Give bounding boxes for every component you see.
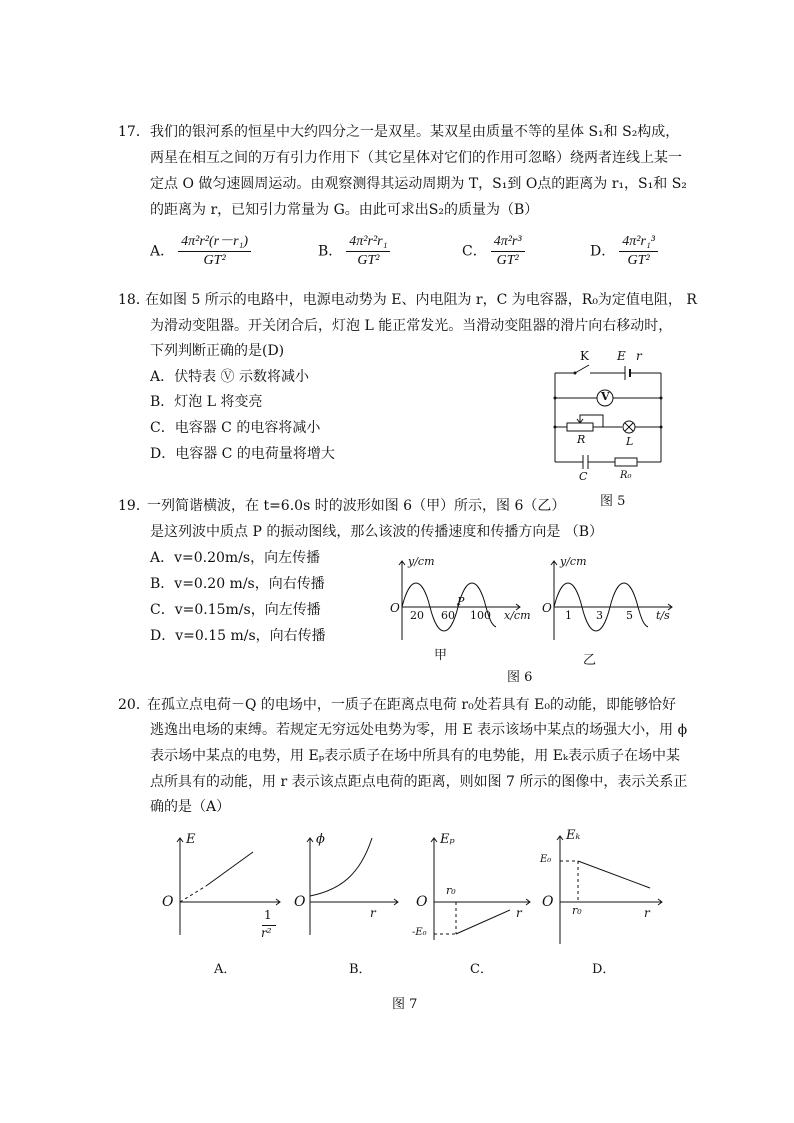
figure-caption: 甲 [434,648,448,663]
axis-label-y: y/cm [408,555,435,568]
fraction-denominator: GT² [203,253,226,268]
graph-caption: D． [592,962,616,977]
emf-label: E [617,349,626,363]
option-a [150,233,251,270]
option-c [462,233,525,270]
fraction-numerator: 4π²r₁³ [619,233,658,252]
axis-label-x-numerator: 1 [264,908,272,922]
question-number: 18． [118,292,150,308]
tick-label: 60 [441,609,455,622]
tick-label: 20 [410,609,424,622]
point-p-label: P [457,595,465,608]
option-b: B．灯泡 L 将变亮 [150,394,263,410]
switch-label: K [580,349,589,363]
question-text-line: 在如图 5 所示的电路中，电源电动势为 E、内电阻为 r，C 为电容器，R₀为定值电阻， R [145,292,697,308]
fraction-denominator: GT² [496,253,519,268]
figure-caption: 图 7 [392,997,418,1012]
fraction-numerator: 4π²r³ [491,233,525,252]
question-text-line: 在孤立点电荷－Q 的电场中，一质子在距离点电荷 r₀处若具有 E₀的动能，即能够恰好 [147,697,676,713]
option-label: B． [318,243,343,260]
question-number: 17． [118,124,150,140]
question-text-line: 是这列波中质点 P 的振动图线，那么该波的传播速度和传播方向是 （B） [150,524,604,540]
tick-label: 5 [626,609,633,622]
axis-label-x: r [370,906,376,920]
axis-label-x: t/s [656,609,670,622]
question-text-line: 点所具有的动能，用 r 表示该点距点电荷的距离，则如图 7 所示的图像中，表示关系正 [150,774,688,790]
r0-label: r₀ [446,884,456,897]
graph-caption: B． [349,962,372,977]
axis-label-x: x/cm [504,609,531,622]
graph-c [412,830,537,945]
option-fraction [346,233,390,270]
graph-a [158,830,288,945]
question-number: 20． [118,697,150,713]
graph-caption: A． [214,962,237,977]
question-text-line: 为滑动变阻器。开关闭合后，灯泡 L 能正常发光。当滑动变阻器的滑片向右移动时， [150,318,673,334]
lamp-label: L [626,435,634,448]
option-fraction [491,233,525,270]
r0-label: r₀ [572,904,582,917]
axis-label-x: r [516,906,522,920]
question-text-line: 我们的银河系的恒星中大约四分之一是双星。某双星由质量不等的星体 S₁和 S₂构成， [150,124,680,140]
option-d [590,233,658,270]
origin-label: O [162,894,174,910]
question-text-line: 表示场中某点的电势，用 Eₚ表示质子在场中所具有的电势能，用 Eₖ表示质子在场中某 [150,748,681,764]
question-text-line: 两星在相互之间的万有引力作用下（其它星体对它们的作用可忽略）绕两者连线上某一 [150,150,682,166]
question-number: 19． [118,498,150,514]
origin-label: O [390,601,400,615]
option-d: D．v=0.15 m/s，向右传播 [150,628,326,644]
option-label: C． [462,243,487,260]
voltmeter-icon: V [601,390,610,403]
origin-label: O [294,894,306,910]
option-a: A．伏特表 Ⓥ 示数将减小 [150,369,310,385]
question-text-line: 一列简谐横波，在 t=6.0s 时的波形如图 6（甲）所示，图 6（乙） [147,498,566,514]
option-c: C．v=0.15m/s，向左传播 [150,602,321,618]
option-b [318,233,390,270]
option-b: B．v=0.20 m/s，向右传播 [150,576,325,592]
capacitor-label: C [579,470,588,483]
question-text-line: 的距离为 r，已知引力常量为 G。由此可求出S₂的质量为（B） [150,202,539,218]
origin-label: O [416,894,428,910]
fraction-numerator: 4π²r²r₁ [346,233,390,252]
graph-caption: C． [470,962,493,977]
vibration-graph-yi [540,555,675,645]
question-text-line: 确的是（A） [150,799,231,815]
option-d: D．电容器 C 的电荷量将增大 [150,446,335,462]
rheostat-label: R [577,433,586,446]
axis-label-y: Eₚ [440,832,455,847]
option-fraction [619,233,658,270]
axis-label-y: Eₖ [566,828,581,843]
axis-label-y: y/cm [560,555,587,568]
question-text-line: 定点 O 做匀速圆周运动。由观察测得其运动周期为 T，S₁到 O点的距离为 r₁，S₁和 S₂ [150,176,687,192]
option-a: A．v=0.20m/s，向左传播 [150,550,321,566]
graph-d [538,826,668,946]
fixed-resistor-label: R₀ [620,470,632,481]
figure-caption: 图 5 [600,494,626,509]
figure-caption: 乙 [583,653,597,668]
e0-label: E₀ [540,854,552,865]
option-label: D． [590,243,616,260]
figure-caption: 图 6 [507,670,533,685]
minus-e0-label: -E₀ [412,927,427,938]
fraction-denominator: GT² [627,253,650,268]
fraction-denominator: GT² [357,253,380,268]
tick-label: 3 [596,609,603,622]
origin-label: O [542,601,552,615]
question-text-line: 逃逸出电场的束缚。若规定无穷远处电势为零，用 E 表示该场中某点的场强大小，用 ϕ [150,722,688,738]
circuit-diagram [545,345,670,480]
internal-resistance-label: r [636,349,642,363]
option-c: C．电容器 C 的电容将减小 [150,420,321,436]
option-label: A． [150,243,175,260]
origin-label: O [542,894,554,910]
graph-b [290,830,405,945]
axis-label-y: ϕ [316,832,325,847]
axis-label-x-denominator: r² [261,926,272,940]
option-fraction [178,233,251,270]
fraction-numerator: 4π²r²(r－r₁) [178,233,251,252]
wave-graph-jia [388,555,531,645]
tick-label: 1 [565,609,572,622]
axis-label-y: E [186,832,196,847]
circuit-figure-5 [545,345,670,483]
axis-label-x: r [644,906,650,920]
tick-label: 100 [470,609,491,622]
question-text-line: 下列判断正确的是(D) [150,343,285,359]
